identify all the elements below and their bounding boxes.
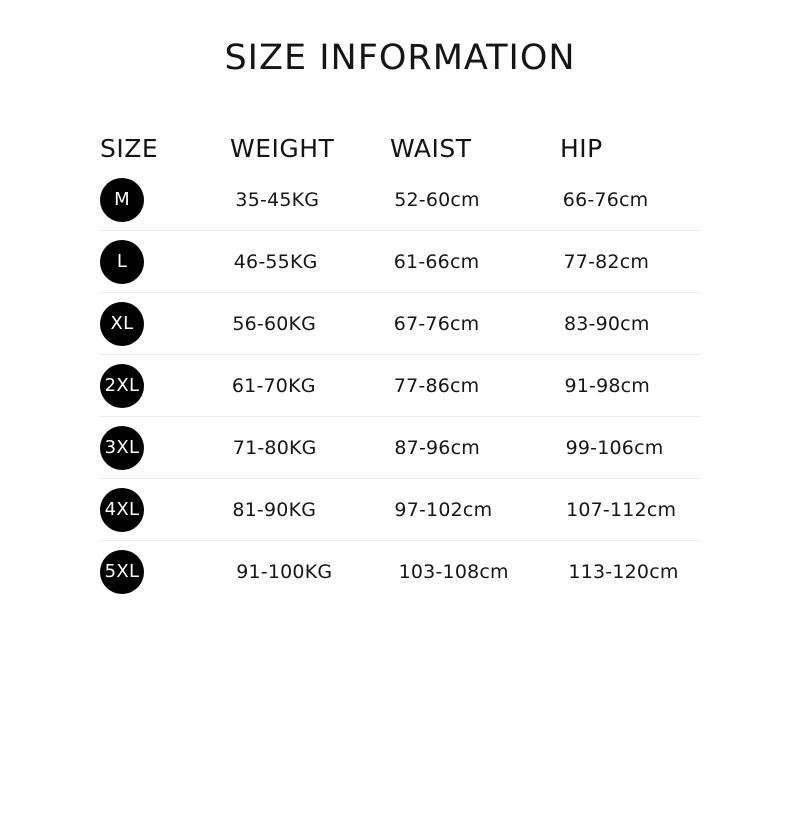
cell-hip: 107-112cm <box>566 498 677 521</box>
size-badge: 2XL <box>100 364 144 408</box>
table-row <box>100 479 700 541</box>
cell-weight: 81-90KG <box>232 498 317 521</box>
cell-hip: 99-106cm <box>565 436 664 459</box>
cell-hip: 66-76cm <box>562 188 649 211</box>
column-header-size: SIZE <box>100 134 159 163</box>
size-badge: 5XL <box>100 550 144 594</box>
cell-weight: 61-70KG <box>231 374 316 397</box>
size-badge-cell <box>100 178 227 222</box>
column-header-waist: WAIST <box>390 134 472 163</box>
cell-hip: 113-120cm <box>568 560 679 583</box>
cell-hip: 83-90cm <box>563 312 650 335</box>
column-header-weight: WEIGHT <box>230 134 335 163</box>
cell-waist: 61-66cm <box>393 250 480 273</box>
cell-waist: 67-76cm <box>393 312 480 335</box>
table-header-row <box>100 134 700 169</box>
size-badge-cell <box>100 240 227 284</box>
size-badge-cell <box>100 426 225 470</box>
size-badge: L <box>100 240 144 284</box>
cell-weight: 56-60KG <box>232 312 317 335</box>
size-badge: XL <box>100 302 144 346</box>
size-badge: 4XL <box>100 488 144 532</box>
cell-weight: 46-55KG <box>233 250 318 273</box>
page-title: SIZE INFORMATION <box>224 38 576 78</box>
size-badge: 3XL <box>100 426 144 470</box>
cell-waist: 77-86cm <box>393 374 480 397</box>
cell-weight: 91-100KG <box>236 560 333 583</box>
table-row <box>100 541 700 602</box>
table-row <box>100 169 700 231</box>
cell-waist: 97-102cm <box>394 498 493 521</box>
table-row <box>100 355 700 417</box>
size-badge-cell <box>100 302 226 346</box>
column-header-hip: HIP <box>560 134 603 163</box>
size-table <box>100 134 700 602</box>
size-badge-cell <box>100 364 226 408</box>
cell-weight: 71-80KG <box>232 436 317 459</box>
table-row <box>100 231 700 293</box>
size-chart-page <box>0 38 800 838</box>
table-row <box>100 293 700 355</box>
cell-hip: 91-98cm <box>564 374 651 397</box>
cell-waist: 87-96cm <box>394 436 480 459</box>
cell-hip: 77-82cm <box>563 250 650 273</box>
table-row <box>100 417 700 479</box>
cell-weight: 35-45KG <box>235 188 320 211</box>
cell-waist: 103-108cm <box>398 560 509 583</box>
cell-waist: 52-60cm <box>394 188 480 211</box>
size-badge-cell <box>100 550 222 594</box>
size-badge: M <box>100 178 144 222</box>
size-badge-cell <box>100 488 224 532</box>
